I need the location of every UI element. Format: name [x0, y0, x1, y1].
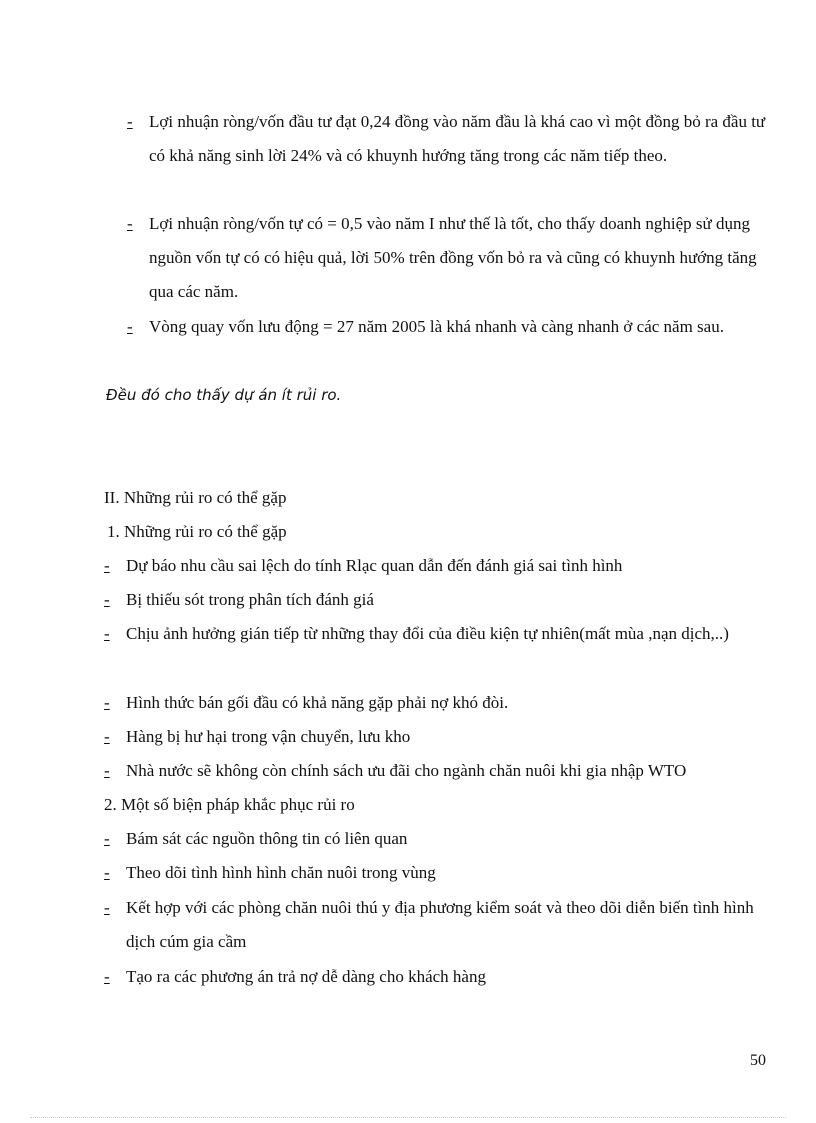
- list-item: [104, 549, 764, 583]
- list-item-text: Nhà nước sẽ không còn chính sách ưu đãi cho ngành chăn nuôi khi gia nhập WTO: [126, 761, 687, 780]
- list-item-text: Hàng bị hư hại trong vận chuyển, lưu kho: [126, 727, 411, 746]
- footer-divider: [30, 1117, 786, 1118]
- list-item-text: Lợi nhuận ròng/vốn đầu tư đạt 0,24 đồng vào năm đầu là khá cao vì một đồng bỏ ra đầu tư có khả năng sinh lời 24% và có khuynh hướng tăng trong các năm tiếp theo.: [149, 112, 766, 165]
- list-item-text: Kết hợp với các phòng chăn nuôi thú y địa phương kiểm soát và theo dõi diễn biến tình hình dịch cúm gia cầm: [126, 898, 754, 951]
- bullet-dash: -: [104, 624, 110, 643]
- bullet-dash: -: [104, 727, 110, 746]
- bullet-dash: -: [104, 829, 110, 848]
- bullet-dash: -: [104, 967, 110, 986]
- subsection-heading: 2. Một số biện pháp khắc phục rủi ro: [104, 795, 355, 814]
- list-item-text: Hình thức bán gối đầu có khả năng gặp phải nợ khó đòi.: [126, 693, 509, 712]
- list-item: [104, 754, 784, 788]
- list-item: [104, 583, 764, 617]
- bullet-dash: -: [127, 214, 133, 233]
- list-item: [104, 822, 764, 856]
- section-heading: II. Những rủi ro có thể gặp: [104, 488, 287, 507]
- conclusion-text: Đều đó cho thấy dự án ít rủi ro.: [106, 386, 342, 404]
- list-item-text: Lợi nhuận ròng/vốn tự có = 0,5 vào năm I như thế là tốt, cho thấy doanh nghiệp sử dụng nguồn vốn tự có có hiệu quả, lời 50% trên đồng vốn bỏ ra và cũng có khuynh hướng tăng qua các năm.: [149, 214, 757, 301]
- list-item: [127, 207, 767, 309]
- list-item: [104, 617, 754, 651]
- list-item-text: Dự báo nhu cầu sai lệch do tính Rlạc quan dẫn đến đánh giá sai tình hình: [126, 556, 623, 575]
- bullet-dash: -: [127, 112, 133, 131]
- subsection-heading: 1. Những rủi ro có thể gặp: [107, 522, 287, 541]
- list-item: [104, 686, 764, 720]
- list-item: [127, 105, 767, 173]
- list-item-text: Theo dõi tình hình hình chăn nuôi trong vùng: [126, 863, 436, 882]
- list-item: [104, 960, 764, 994]
- list-item-text: Chịu ảnh hưởng gián tiếp từ những thay đổi của điều kiện tự nhiên(mất mùa ,nạn dịch,..): [126, 624, 729, 643]
- page-number: 50: [750, 1052, 766, 1069]
- bullet-dash: -: [127, 317, 133, 336]
- bullet-dash: -: [104, 863, 110, 882]
- bullet-dash: -: [104, 693, 110, 712]
- bullet-dash: -: [104, 761, 110, 780]
- list-item: [104, 720, 764, 754]
- bullet-dash: -: [104, 898, 110, 917]
- list-item-text: Bám sát các nguồn thông tin có liên quan: [126, 829, 408, 848]
- list-item: [127, 310, 767, 344]
- list-item-text: Vòng quay vốn lưu động = 27 năm 2005 là khá nhanh và càng nhanh ở các năm sau.: [149, 317, 724, 336]
- bullet-dash: -: [104, 590, 110, 609]
- list-item-text: Bị thiếu sót trong phân tích đánh giá: [126, 590, 374, 609]
- list-item-text: Tạo ra các phương án trả nợ dễ dàng cho khách hàng: [126, 967, 486, 986]
- list-item: [104, 891, 754, 959]
- bullet-dash: -: [104, 556, 110, 575]
- list-item: [104, 856, 764, 890]
